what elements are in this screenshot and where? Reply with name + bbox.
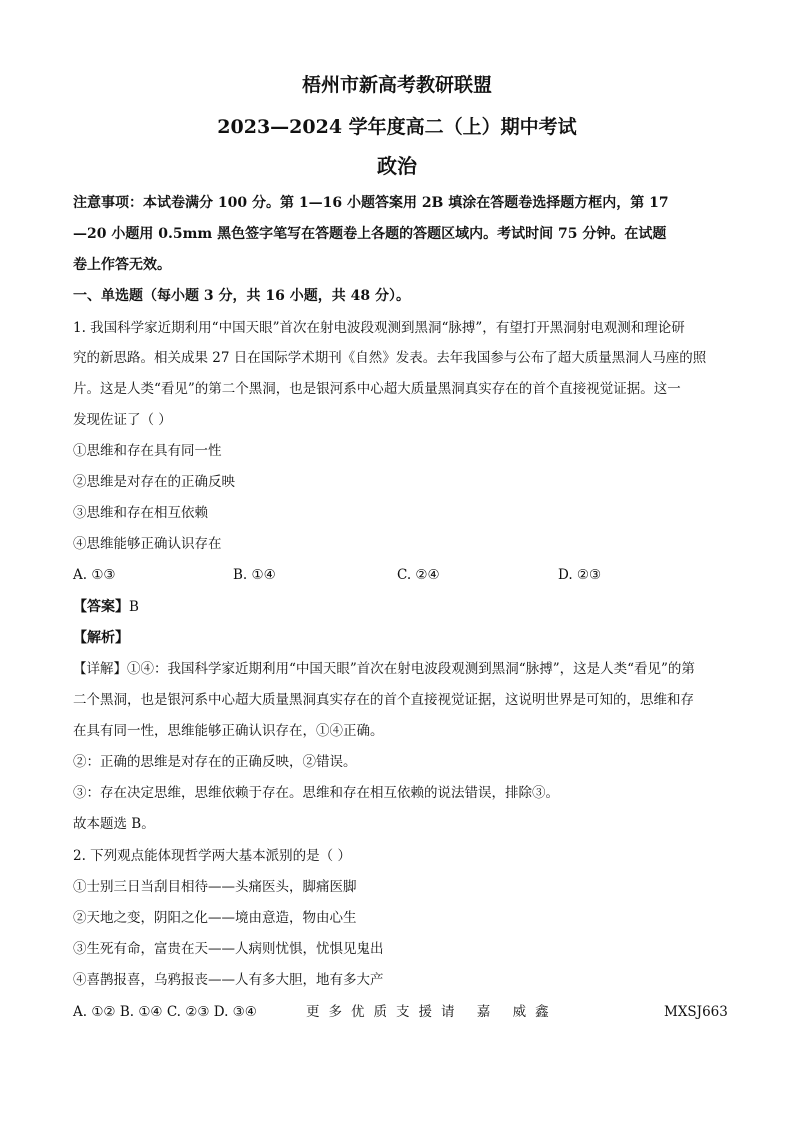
q1-stem-line-4: 发现佐证了（ ）	[73, 412, 172, 428]
q1-choice-b: B. ①④	[233, 567, 276, 583]
section-heading: 一、单选题（每小题 3 分，共 16 小题，共 48 分）。	[73, 288, 410, 304]
q2-item-1: ①士别三日当刮目相待——头痛医头，脚痛医脚	[73, 879, 357, 895]
q1-choice-d: D. ②③	[558, 567, 602, 583]
q1-detail-line-3: 在具有同一性，思维能够正确认识存在，①④正确。	[73, 723, 384, 739]
q1-stem-line-3: 片。这是人类“看见”的第二个黑洞，也是银河系中心超大质量黑洞真实存在的首个直接视觉证据。这一	[73, 381, 681, 397]
org-title: 梧州市新高考教研联盟	[301, 74, 492, 96]
q2-item-3: ③生死有命，富贵在天——人病则忧惧，忧惧见鬼出	[73, 941, 384, 957]
subject-title: 政治	[377, 154, 417, 178]
q1-stem-line-1: 1. 我国科学家近期利用“中国天眼”首次在射电波段观测到黑洞“脉搏”，有望打开黑洞射电观测和理论研	[73, 320, 685, 336]
q1-item-3: ③思维和存在相互依赖	[73, 505, 208, 521]
q2-item-4: ④喜鹊报喜，乌鸦报丧——人有多大胆，地有多大产	[73, 972, 384, 988]
q1-detail-line-1: 【详解】①④：我国科学家近期利用“中国天眼”首次在射电波段观测到黑洞“脉搏”，这是人类“看见”的第	[73, 661, 695, 677]
notice-line-1: 注意事项：本试卷满分 100 分。第 1—16 小题答案用 2B 填涂在答题卷选择题方框内，第 17	[73, 195, 669, 211]
q2-stem: 2. 下列观点能体现哲学两大基本派别的是（ ）	[73, 848, 351, 864]
q1-choice-a: A. ①③	[73, 567, 116, 583]
analysis-label: 【解析】	[73, 630, 129, 646]
doc-code: MXSJ663	[664, 1004, 728, 1020]
q1-item-2: ②思维是对存在的正确反映	[73, 474, 235, 490]
q1-answer	[73, 597, 725, 617]
answer-value: B	[129, 599, 139, 615]
answer-label: 【答案】	[73, 599, 129, 615]
notice-line-2: —20 小题用 0.5mm 黑色签字笔写在答题卷上各题的答题区域内。考试时间 75 分钟。在试题	[73, 226, 667, 242]
q1-detail-line-2: 二个黑洞，也是银河系中心超大质量黑洞真实存在的首个直接视觉证据，这说明世界是可知的，思维和存	[73, 692, 694, 708]
exam-title: 2023—2024 学年度高二（上）期中考试	[217, 116, 577, 138]
q1-detail-line-5: ③：存在决定思维，思维依赖于存在。思维和存在相互依赖的说法错误，排除③。	[73, 785, 559, 801]
q1-conclusion: 故本题选 B。	[73, 816, 155, 832]
watermark-text: 更多优质支援请 嘉 威鑫	[306, 1004, 558, 1020]
q1-choice-c: C. ②④	[397, 567, 440, 583]
q2-choices: A. ①② B. ①④ C. ②③ D. ③④	[73, 1004, 257, 1020]
q1-item-4: ④思维能够正确认识存在	[73, 536, 222, 552]
q1-stem-line-2: 究的新思路。相关成果 27 日在国际学术期刊《自然》发表。去年我国参与公布了超大质量黑洞人马座的照	[73, 350, 707, 366]
exam-notice	[73, 188, 725, 281]
q1-detail-line-4: ②：正确的思维是对存在的正确反映，②错误。	[73, 754, 357, 770]
q1-item-1: ①思维和存在具有同一性	[73, 443, 222, 459]
notice-line-3: 卷上作答无效。	[73, 257, 171, 273]
q2-item-2: ②天地之变，阴阳之化——境由意造，物由心生	[73, 910, 357, 926]
